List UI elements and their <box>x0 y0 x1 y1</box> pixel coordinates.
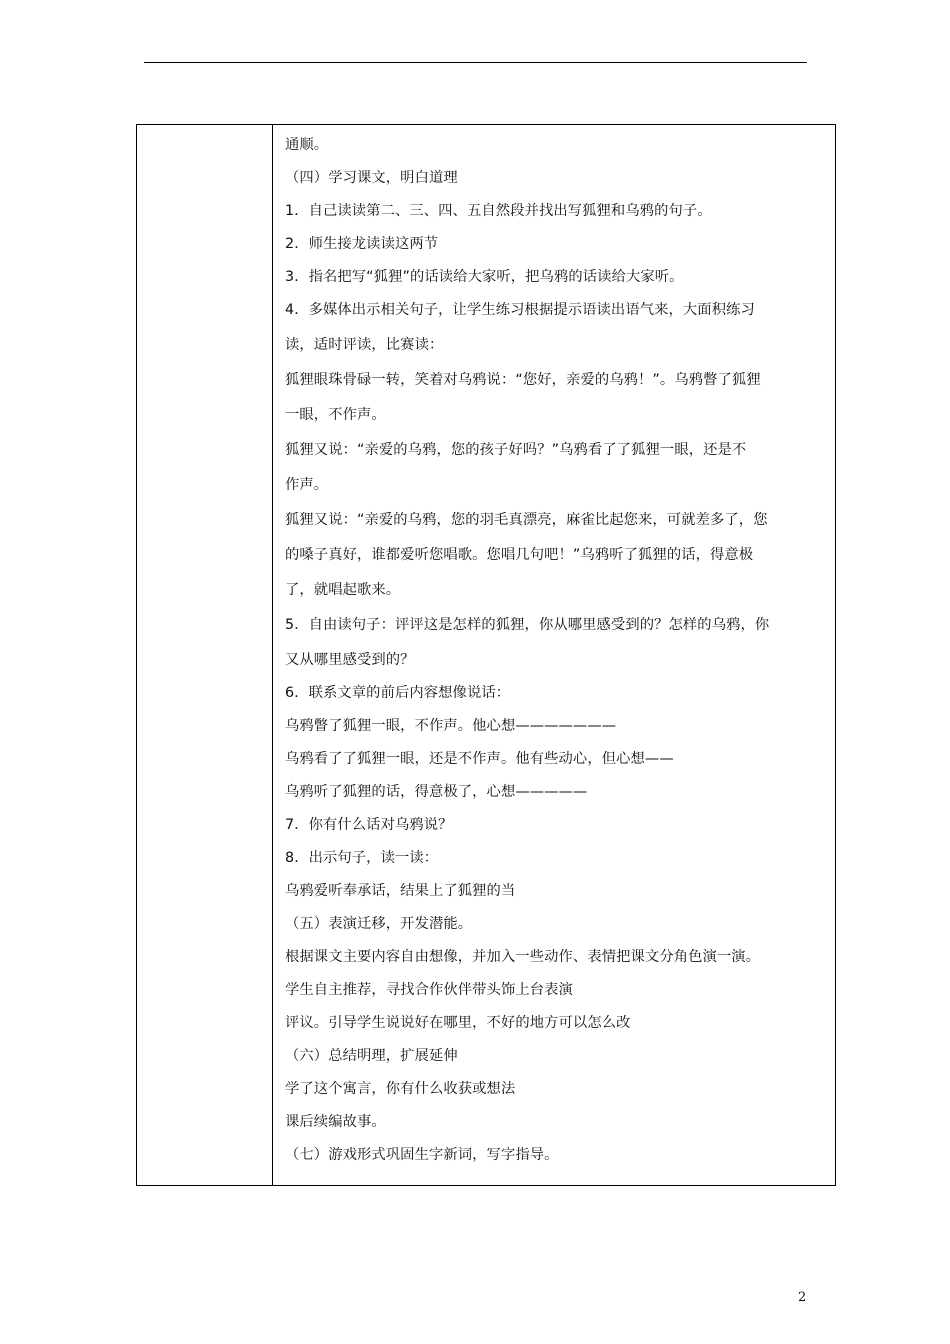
text-line: 乌鸦爱听奉承话，结果上了狐狸的当 <box>285 883 516 899</box>
text-line: 通顺。 <box>285 137 329 153</box>
text-line: 学了这个寓言，你有什么收获或想法 <box>285 1081 516 1097</box>
text-line: 课后续编故事。 <box>285 1114 386 1130</box>
section-heading: （七）游戏形式巩固生字新词，写字指导。 <box>285 1147 559 1163</box>
text-line: 又从哪里感受到的？ <box>285 652 415 668</box>
text-line: 5．自由读句子：评评这是怎样的狐狸，你从哪里感受到的？怎样的乌鸦，你 <box>285 617 770 633</box>
text-line: 1．自己读读第二、三、四、五自然段并找出写狐狸和乌鸦的句子。 <box>285 203 712 219</box>
text-line: 8．出示句子，读一读： <box>285 850 439 866</box>
text-line: 的嗓子真好，谁都爱听您唱歌。您唱几句吧！”乌鸦听了狐狸的话，得意极 <box>285 547 754 563</box>
text-line: 乌鸦瞥了狐狸一眼，不作声。他心想——————— <box>285 718 617 734</box>
section-heading: （六）总结明理，扩展延伸 <box>285 1048 458 1064</box>
text-line: 6．联系文章的前后内容想像说话： <box>285 685 511 701</box>
section-heading: （五）表演迁移，开发潜能。 <box>285 916 473 932</box>
page-number: 2 <box>798 1290 807 1305</box>
text-line: 7．你有什么话对乌鸦说？ <box>285 817 453 833</box>
header-rule <box>144 62 807 63</box>
text-line: 评议。引导学生说说好在哪里，不好的地方可以怎么改 <box>285 1015 631 1031</box>
text-line: 乌鸦看了了狐狸一眼，还是不作声。他有些动心，但心想—— <box>285 751 674 767</box>
text-line: 乌鸦听了狐狸的话，得意极了，心想————— <box>285 784 588 800</box>
text-line: 根据课文主要内容自由想像，并加入一些动作、表情把课文分角色演一演。 <box>285 949 761 965</box>
column-divider <box>272 125 273 1185</box>
text-line: 了，就唱起歌来。 <box>285 582 401 598</box>
text-line: 狐狸又说：“亲爱的乌鸦，您的孩子好吗？”乌鸦看了了狐狸一眼，还是不 <box>285 442 747 458</box>
text-line: 学生自主推荐，寻找合作伙伴带头饰上台表演 <box>285 982 573 998</box>
lesson-content-cell <box>285 129 833 1172</box>
text-line: 4．多媒体出示相关句子，让学生练习根据提示语读出语气来，大面积练习 <box>285 302 755 318</box>
lesson-table <box>136 124 836 1186</box>
section-heading: （四）学习课文，明白道理 <box>285 170 458 186</box>
text-line: 狐狸又说：“亲爱的乌鸦，您的羽毛真漂亮，麻雀比起您来，可就差多了，您 <box>285 512 768 528</box>
text-line: 狐狸眼珠骨碌一转，笑着对乌鸦说：“您好，亲爱的乌鸦！”。乌鸦瞥了狐狸 <box>285 372 761 388</box>
text-line: 2．师生接龙读读这两节 <box>285 236 439 252</box>
text-line: 一眼，不作声。 <box>285 407 386 423</box>
text-line: 读，适时评读，比赛读： <box>285 337 444 353</box>
text-line: 作声。 <box>285 477 329 493</box>
text-line: 3．指名把写“狐狸”的话读给大家听，把乌鸦的话读给大家听。 <box>285 269 684 285</box>
